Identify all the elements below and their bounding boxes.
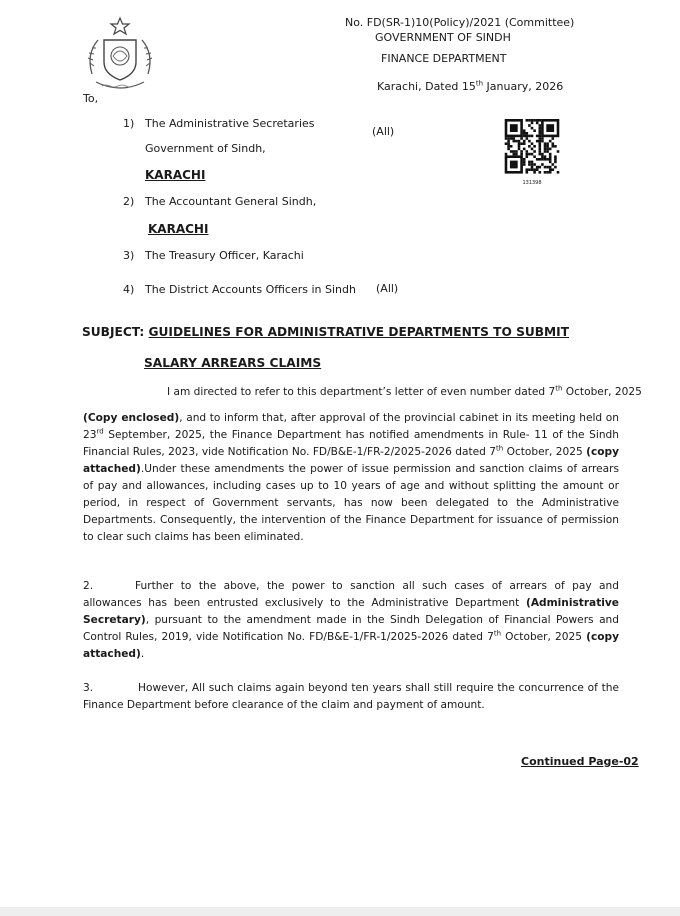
recipient-1-line2: Government of Sindh, [145, 142, 266, 155]
sindh-govt-emblem [82, 16, 158, 96]
p1-sup-1: rd [96, 427, 104, 436]
p1-text-3: October, 2025 [503, 446, 587, 458]
subject-label: SUBJECT: [82, 325, 149, 339]
date-prefix: Karachi, Dated 15 [377, 80, 476, 93]
p1-intro-sup: th [555, 384, 563, 393]
recipient-3-line1: The Treasury Officer, Karachi [145, 249, 304, 262]
subject-line-2: SALARY ARREARS CLAIMS [144, 356, 322, 370]
p1-sup-2: th [496, 444, 504, 453]
paragraph-1-intro [167, 384, 642, 401]
p1-intro-b: October, 2025 [562, 386, 642, 398]
recipient-1-line1: The Administrative Secretaries [145, 117, 315, 130]
government-heading: GOVERNMENT OF SINDH [375, 31, 511, 44]
subject-line-1 [82, 325, 569, 339]
recipient-1-tag: (All) [372, 125, 395, 138]
copy-attached-2: (copy attached) [83, 631, 620, 660]
copy-enclosed: (Copy enclosed) [83, 412, 180, 424]
qr-code-number: 131398 [522, 180, 542, 186]
p3-number: 3. [83, 682, 94, 694]
letter-date [377, 80, 563, 93]
p2-sup: th [493, 629, 502, 638]
continued-page-link[interactable]: Continued Page-02 [521, 755, 639, 768]
department-heading: FINANCE DEPARTMENT [381, 52, 507, 65]
bottom-edge [0, 907, 680, 916]
p1-text-2: September, 2025, the Finance Department has notified amendments in Rule- 11 of the Sindh Financial Rules, 2023, vide Notification No. FD/B&E-1/FR-2/2025-2026 dated 7 [83, 429, 619, 458]
recipient-4-number: 4) [123, 283, 135, 296]
p2-text-f: . [140, 648, 145, 660]
p2-text-c: , pursuant to the amendment made in the Sindh Delegation of Financial Powers and Control Rules, 2019, vide Notification No. FD/B&E-1/FR-1/2025-2026 dated 7 [83, 614, 619, 643]
recipient-1-city: KARACHI [145, 168, 206, 182]
date-suffix-sup: th [475, 79, 484, 88]
recipient-4-tag: (All) [376, 282, 399, 295]
recipient-2-number: 2) [123, 195, 135, 208]
recipient-2-city: KARACHI [148, 222, 209, 236]
to-label: To, [83, 92, 99, 105]
copy-attached-1: (copy attached) [83, 446, 619, 475]
recipient-4-line1: The District Accounts Officers in Sindh [145, 283, 356, 296]
date-suffix: January, 2026 [483, 80, 564, 93]
p1-intro-a: I am directed to refer to this department’s letter of even number dated 7 [167, 386, 556, 398]
recipient-2-line1: The Accountant General Sindh, [145, 195, 317, 208]
paragraph-2 [83, 578, 619, 663]
paragraph-3 [83, 680, 619, 714]
p1-text-1: , and to inform that, after approval of the provincial cabinet in its meeting held on 23 [83, 412, 619, 441]
p2-admin-secretary: (Administrative Secretary) [83, 597, 619, 626]
p2-number: 2. [83, 580, 94, 592]
qr-code [499, 119, 565, 186]
subject-title: GUIDELINES FOR ADMINISTRATIVE DEPARTMENTS TO SUBMIT [148, 325, 570, 339]
p3-text: However, All such claims again beyond ten years shall still require the concurrence of the Finance Department before clearance of the claim and payment of amount. [83, 682, 619, 711]
p2-text-d: October, 2025 [501, 631, 587, 643]
recipient-3-number: 3) [123, 249, 135, 262]
recipient-1-number: 1) [123, 117, 135, 130]
p1-text-4: .Under these amendments the power of issue permission and sanction claims of arrears of pay and allowances, including cases up to 10 years of age and without splitting the amount or period, in respect of Government servants, has now been delegated to the Administrative Departments. Consequently, the intervention of the Finance Department for issuance of permission to clear such claims has been eliminated. [83, 463, 619, 543]
paragraph-1 [83, 410, 619, 546]
reference-number: No. FD(SR-1)10(Policy)/2021 (Committee) [345, 16, 575, 29]
p2-text-a: Further to the above, the power to sanction all such cases of arrears of pay and allowances has been entrusted exclusively to the Administrative Department [83, 580, 619, 609]
